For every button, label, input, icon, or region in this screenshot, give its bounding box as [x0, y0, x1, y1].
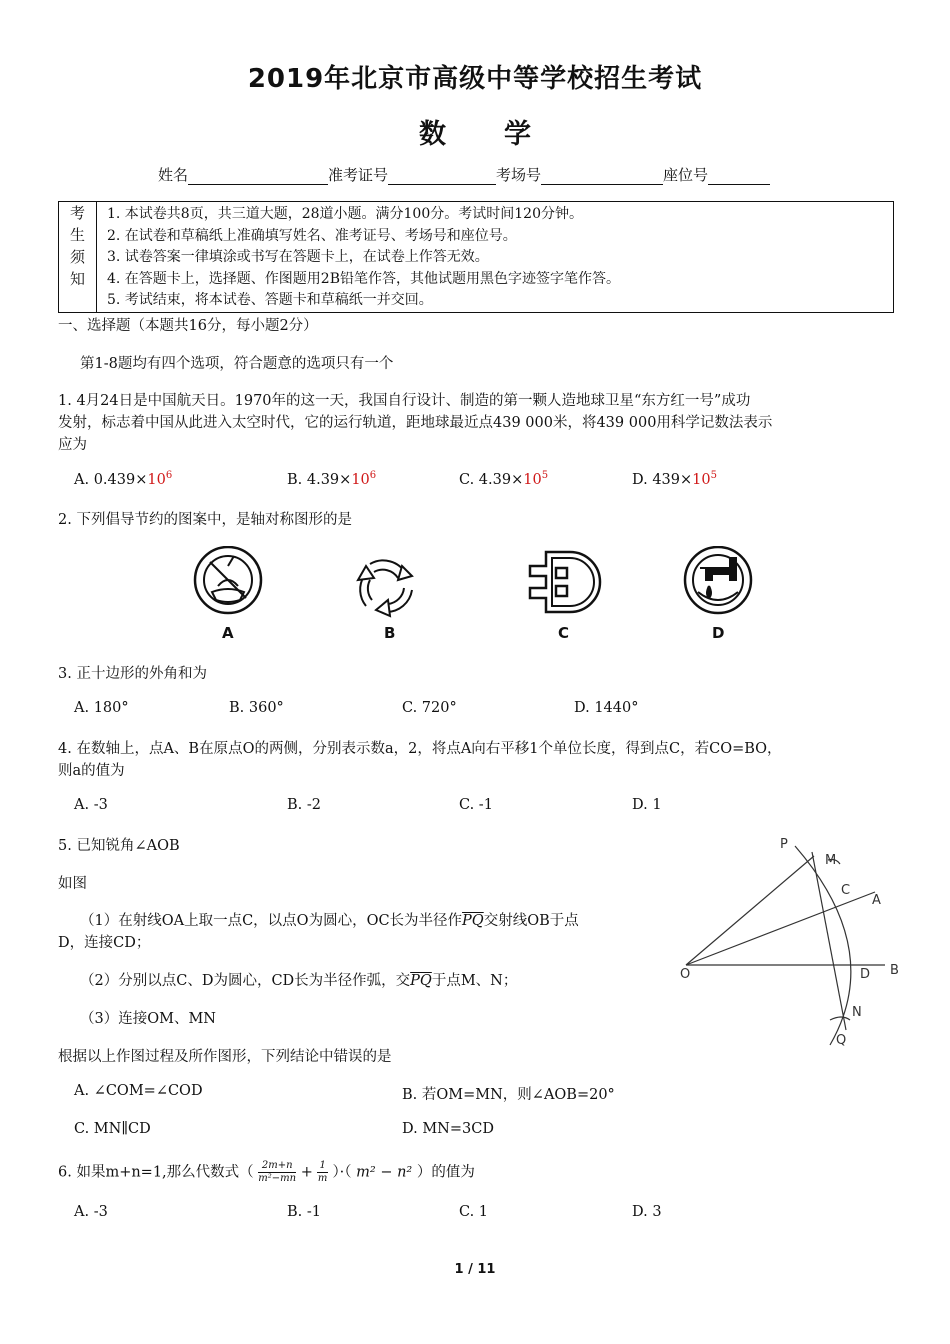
- q6-fraction-2-num: 1: [319, 1160, 326, 1171]
- q6-plus: +: [300, 1164, 313, 1181]
- exam-no-blank: [388, 168, 496, 185]
- q1-option-d-power: [692, 472, 717, 488]
- notice-heading-char: 知: [69, 270, 85, 288]
- q6-mid: ）·（: [332, 1164, 352, 1181]
- room-no-label: 考场号: [496, 166, 542, 184]
- q2-figure-label: D: [712, 624, 725, 642]
- name-blank: [188, 168, 328, 185]
- candidate-info-fields: [158, 164, 770, 185]
- seat-no-blank: [708, 168, 770, 185]
- q1-option-d: [632, 470, 717, 488]
- q5-arc-pq: $\overline{PQ}$: [462, 913, 484, 929]
- q1-option-b-exp: 6: [369, 470, 377, 481]
- q6-option-b: B. -1: [287, 1204, 321, 1220]
- q5-step-2: [80, 969, 517, 990]
- q2-figure-d: [685, 547, 751, 613]
- q6-expression: m² − n²: [356, 1164, 413, 1181]
- q2-figure-a: [195, 547, 261, 613]
- q2-figure-label: A: [222, 624, 234, 642]
- q1-option-c-power: [523, 472, 548, 488]
- q6-fraction-1-num: 2m+n: [258, 1160, 296, 1173]
- q2-figures: [190, 546, 760, 646]
- q1-option-d-exp: 5: [710, 470, 717, 481]
- q1-option-a-base: 10: [147, 471, 166, 488]
- notice-heading: [59, 202, 97, 312]
- fig-label-n: N: [852, 1005, 862, 1020]
- q1-option-a: [74, 470, 172, 488]
- q1-option-c-base: 10: [523, 471, 542, 488]
- notice-line: 4. 在答题卡上，选择题、作图题用2B铅笔作答，其他试题用黑色字迹签字笔作答。: [107, 270, 621, 287]
- q1-option-a-exp: 6: [165, 470, 173, 481]
- q1-option-c-exp: 5: [541, 470, 549, 481]
- q1-option-c-text: C. 4.39×: [459, 471, 524, 488]
- exam-title: 2019年北京市高级中等学校招生考试: [247, 64, 703, 94]
- q3-option-a: A. 180°: [74, 700, 129, 716]
- q1-option-b-base: 10: [351, 471, 370, 488]
- notice-line: 5. 考试结束，将本试卷、答题卡和草稿纸一并交回。: [107, 292, 433, 308]
- section-instruction: 第1-8题均有四个选项，符合题意的选项只有一个: [80, 356, 394, 372]
- q5-line-2: 如图: [58, 876, 87, 892]
- notice-line: 3. 试卷答案一律填涂或书写在答题卡上，在试卷上作答无效。: [107, 249, 489, 265]
- candidate-notice-box: [58, 201, 894, 313]
- q6-fraction-2-den: m: [317, 1173, 328, 1184]
- fig-label-q: Q: [836, 1033, 847, 1048]
- q1-line-3: 应为: [58, 437, 87, 453]
- q1-option-c: [459, 470, 548, 488]
- q5-option-d: D. MN=3CD: [402, 1121, 494, 1137]
- q1-line-1: 1. 4月24日是中国航天日。1970年的这一天，我国自行设计、制造的第一颗人造地球卫星“东方红一号”成功: [58, 393, 751, 409]
- notice-lines: [107, 204, 620, 312]
- q3-option-c: C. 720°: [402, 700, 457, 716]
- fig-label-c: C: [841, 883, 851, 898]
- q6-text: [58, 1160, 475, 1185]
- room-no-blank: [541, 168, 663, 185]
- q3-option-d: D. 1440°: [574, 700, 639, 716]
- q4-option-a: A. -3: [74, 797, 108, 813]
- q5-question: 根据以上作图过程及所作图形，下列结论中错误的是: [58, 1049, 392, 1065]
- page-number: 1 / 11: [454, 1262, 496, 1277]
- q5-step-1: [80, 909, 579, 930]
- name-label: 姓名: [158, 166, 189, 184]
- q1-option-b: [287, 470, 376, 488]
- exam-no-label: 准考证号: [328, 166, 389, 184]
- notice-line: 1. 本试卷共8页，共三道大题，28道小题。满分100分。考试时间120分钟。: [107, 206, 583, 222]
- q6-option-d: D. 3: [632, 1204, 662, 1220]
- fig-label-m: M: [825, 853, 837, 868]
- q5-figure: [670, 830, 910, 1060]
- fig-label-o: O: [680, 967, 691, 982]
- fig-label-d: D: [860, 967, 871, 982]
- q5-option-a: A. ∠COM=∠COD: [74, 1083, 203, 1099]
- notice-heading-char: 考: [69, 204, 85, 222]
- q1-option-a-power: [147, 472, 172, 488]
- fig-label-a: A: [872, 893, 881, 908]
- q6-option-c: C. 1: [459, 1204, 489, 1220]
- notice-line: 2. 在试卷和草稿纸上准确填写姓名、准考证号、考场号和座位号。: [107, 227, 517, 244]
- q5-line-1: 5. 已知锐角∠AOB: [58, 838, 180, 854]
- q6-fraction-2: [317, 1160, 327, 1185]
- q2-figure-label: B: [384, 624, 396, 642]
- q6-fraction-1-den: m²−mn: [258, 1173, 297, 1184]
- q5-arc-pq: $\overline{PQ}$: [410, 973, 432, 989]
- q2-figure-label: C: [558, 624, 570, 642]
- q4-option-b: B. -2: [287, 797, 321, 813]
- q3-option-b: B. 360°: [229, 700, 284, 716]
- notice-heading-char: 生: [69, 226, 85, 244]
- q1-option-a-text: A. 0.439×: [74, 471, 148, 488]
- q6-prefix: 6. 如果m+n=1,那么代数式（: [58, 1164, 254, 1181]
- q1-option-b-power: [351, 472, 376, 488]
- q2-text: 2. 下列倡导节约的图案中，是轴对称图形的是: [58, 512, 352, 528]
- q1-option-d-text: D. 439×: [632, 471, 693, 488]
- q1-option-d-base: 10: [692, 471, 711, 488]
- q2-figure-b: [358, 560, 412, 616]
- q2-figure-c: [530, 552, 600, 612]
- q6-fraction-1: [258, 1160, 296, 1185]
- fig-label-p: P: [780, 837, 788, 852]
- fig-label-b: B: [890, 963, 899, 978]
- q6-option-a: A. -3: [74, 1204, 108, 1220]
- section-heading: 一、选择题（本题共16分，每小题2分）: [58, 318, 318, 334]
- q5-step-1-tail: 交射线OB于点: [483, 913, 579, 929]
- q1-option-b-text: B. 4.39×: [287, 471, 352, 488]
- subject-title: 数学: [419, 119, 589, 150]
- q5-step-1-text: （1）在射线OA上取一点C，以点O为圆心，OC长为半径作: [80, 913, 463, 929]
- q3-text: 3. 正十边形的外角和为: [58, 666, 207, 682]
- q5-option-c: C. MN∥CD: [74, 1121, 151, 1137]
- q5-step-1-cont: D，连接CD；: [58, 935, 151, 951]
- q4-line-2: 则a的值为: [58, 763, 125, 779]
- q4-line-1: 4. 在数轴上，点A、B在原点O的两侧，分别表示数a，2，将点A向右平移1个单位长度，得到点C，若CO=BO，: [58, 741, 782, 757]
- seat-no-label: 座位号: [663, 166, 709, 184]
- q5-step-2-text: （2）分别以点C、D为圆心，CD长为半径作弧，交: [80, 973, 411, 989]
- q5-option-b: B. 若OM=MN，则∠AOB=20°: [402, 1087, 615, 1103]
- q4-option-c: C. -1: [459, 797, 493, 813]
- q6-suffix: ）的值为: [416, 1164, 475, 1181]
- q5-step-3: （3）连接OM、MN: [80, 1011, 216, 1027]
- notice-heading-char: 须: [69, 248, 85, 266]
- q4-option-d: D. 1: [632, 797, 662, 813]
- q1-line-2: 发射，标志着中国从此进入太空时代，它的运行轨道，距地球最近点439 000米，将439 000用科学记数法表示: [58, 415, 773, 431]
- q5-step-2-tail: 于点M、N；: [431, 973, 518, 989]
